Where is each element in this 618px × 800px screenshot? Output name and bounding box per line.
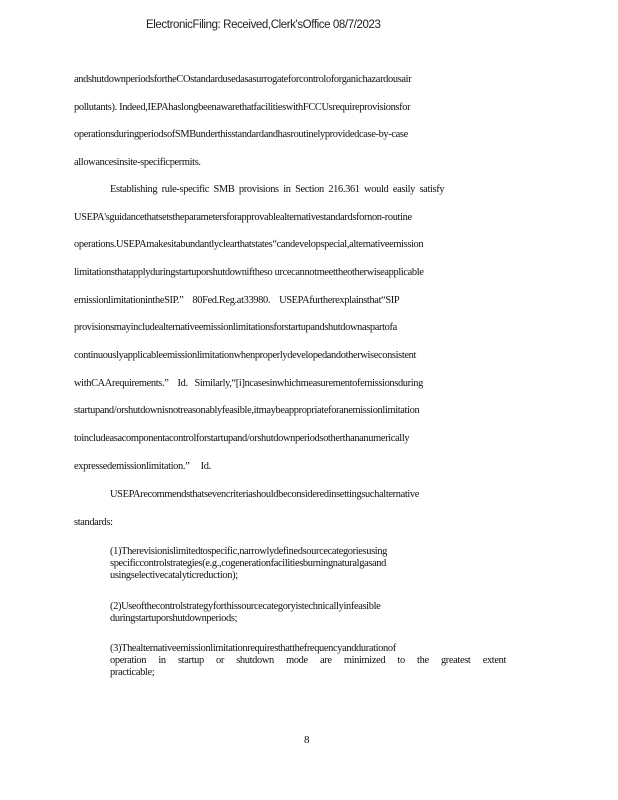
paragraph-2-line-3: operations.USEPAmakesitabundantlyclearthatstates“candevelopspecial,alternativeemission	[74, 239, 424, 250]
criterion-1-line-1: (1)Therevisionislimitedtospecific,narrowlydefinedsourcecategoriesusing	[110, 546, 388, 557]
paragraph-2-line-5: emissionlimitationintheSIP.” 80Fed.Reg.at33980. USEPAfurtherexplainsthat“SIP	[74, 295, 400, 306]
criterion-2-line-1: (2)Useofthecontrolstrategyforthissourcecategoryistechnicallyinfeasible	[110, 601, 381, 612]
page-number: 8	[304, 734, 310, 746]
paragraph-2-line-6: provisionsmayincludealternativeemissionlimitationsforstartupandshutdownaspartofa	[74, 322, 397, 333]
criterion-3-line-3: practicable;	[110, 667, 155, 678]
criterion-2	[110, 601, 506, 625]
criterion-1	[110, 546, 506, 582]
criterion-3-line-1: (3)Thealternativeemissionlimitationrequiresthatthefrequencyanddurationof	[110, 643, 396, 654]
paragraph-2-line-10: toincludeasacomponentacontrolforstartupand/orshutdownperiodsotherthananumerically	[74, 433, 410, 444]
criterion-3	[110, 643, 506, 679]
paragraph-2-line-7: continuouslyapplicableemissionlimitationwhenproperlydevelopedandotherwiseconsistent	[74, 350, 417, 361]
paragraph-2-line-2: USEPA'sguidancethatsetstheparametersforapprovablealternativestandardsfornon-routine	[74, 212, 412, 223]
criterion-2-line-2: duringstartuporshutdownperiods;	[110, 613, 238, 624]
criterion-1-line-3: usingselectivecatalyticreduction);	[110, 570, 238, 581]
paragraph-2-line-8: withCAArequirements.” Id. Similarly,“[i]ncasesinwhichmeasurementofemissionsduring	[74, 378, 423, 389]
criterion-3-line-2: operation in startup or shutdown mode are minimized to the greatest extent	[110, 655, 506, 666]
paragraph-2-line-9: startupand/orshutdownisnotreasonablyfeasible,itmaybeappropriateforanemissionlimitation	[74, 405, 420, 416]
paragraph-3-line-2: standards:	[74, 517, 113, 528]
paragraph-2-line-11: expressedemissionlimitation.” Id.	[74, 461, 211, 472]
paragraph-1-line-1: andshutdownperiodsfortheCOstandardusedasasurrogateforcontroloforganichazardousair	[74, 74, 412, 85]
paragraph-2-line-1: Establishing rule-specific SMB provisions in Section 216.361 would easily satisfy	[110, 184, 445, 195]
paragraph-2-line-4: limitationsthatapplyduringstartuporshutdowniftheso urcecannotmeettheotherwiseapplicable	[74, 267, 424, 278]
paragraph-3-line-1: USEPArecommendsthatsevencriteriashouldbeconsideredinsettingsuchalternative	[110, 489, 420, 500]
paragraph-1-line-3: operationsduringperiodsofSMBunderthisstandardandhasroutinelyprovidedcase-by-case	[74, 129, 408, 140]
criterion-1-line-2: specificcontrolstrategies(e.g.,cogenerationfacilitiesburningnaturalgasand	[110, 558, 386, 569]
paragraph-1-line-4: allowancesinsite-specificpermits.	[74, 157, 201, 168]
paragraph-1-line-2: pollutants). Indeed,IEPAhaslongbeenawarethatfacilitieswithFCCUsrequireprovisionsfor	[74, 102, 411, 113]
filing-stamp-header: ElectronicFiling: Received,Clerk'sOffice 08/7/2023	[146, 19, 381, 31]
